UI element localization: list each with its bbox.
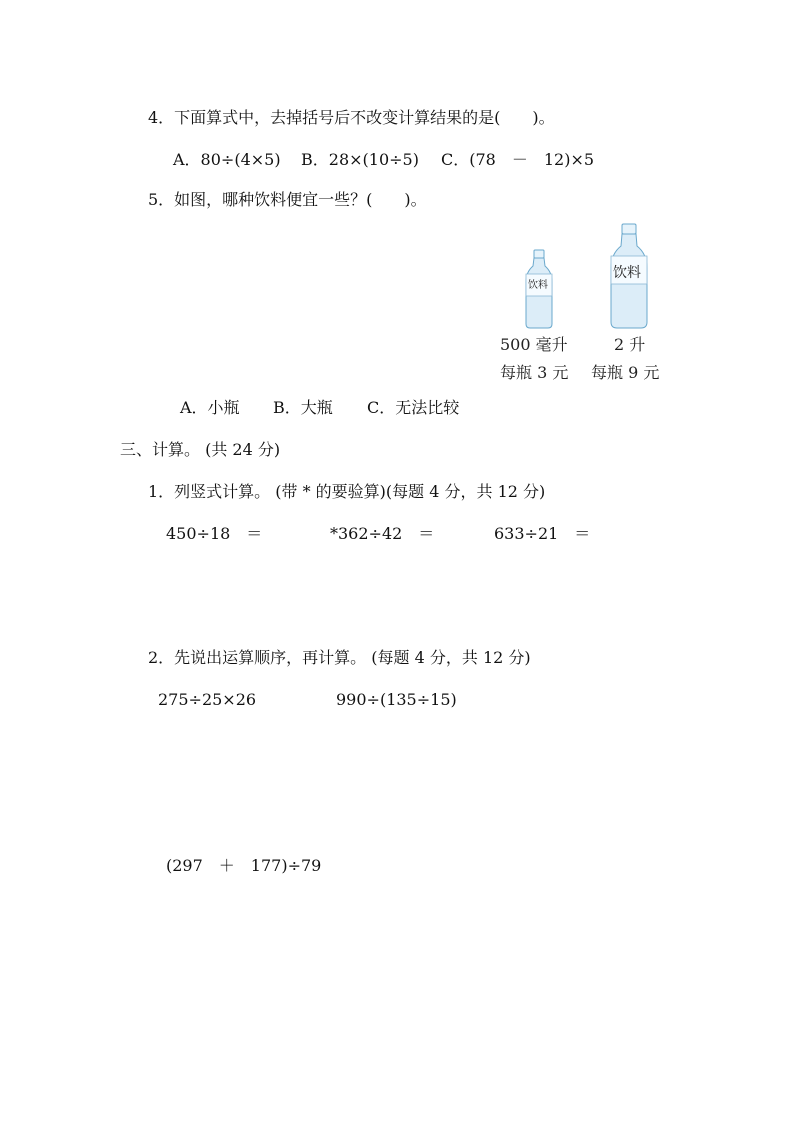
small-bottle-volume: 500 毫升 (500, 335, 568, 354)
small-bottle-label: 饮料 (528, 280, 548, 291)
q5-option-b: B．大瓶 (273, 398, 333, 417)
q5-option-a: A．小瓶 (180, 398, 240, 417)
q4-option-c: C．(78 － 12)×5 (441, 150, 595, 169)
order-item-1: 275÷25×26 (158, 690, 257, 709)
question-5-stem: 5．如图，哪种饮料便宜一些？( )。 (148, 190, 427, 209)
section-3-heading: 三、计算。 (共 24 分) (120, 440, 281, 459)
section-3-part-1-stem: 1．列竖式计算。 (带 * 的要验算)(每题 4 分，共 12 分) (148, 482, 546, 501)
big-bottle-label: 饮料 (613, 265, 641, 281)
section-3-part-2-stem: 2．先说出运算顺序，再计算。 (每题 4 分，共 12 分) (148, 648, 531, 667)
q4-option-a: A．80÷(4×5) (173, 150, 281, 169)
small-bottle-price: 每瓶 3 元 (500, 363, 569, 382)
order-item-2: 990÷(135÷15) (336, 690, 457, 709)
question-4-stem: 4．下面算式中，去掉括号后不改变计算结果的是( )。 (148, 108, 555, 127)
calc-item-2: *362÷42 ＝ (330, 524, 435, 543)
q4-option-b: B．28×(10÷5) (301, 150, 419, 169)
calc-item-1: 450÷18 ＝ (166, 524, 263, 543)
q5-option-c: C．无法比较 (367, 398, 460, 417)
calc-item-3: 633÷21 ＝ (494, 524, 591, 543)
order-item-3: (297 ＋ 177)÷79 (166, 856, 322, 875)
big-bottle-price: 每瓶 9 元 (591, 363, 660, 382)
big-bottle-volume: 2 升 (614, 335, 646, 354)
